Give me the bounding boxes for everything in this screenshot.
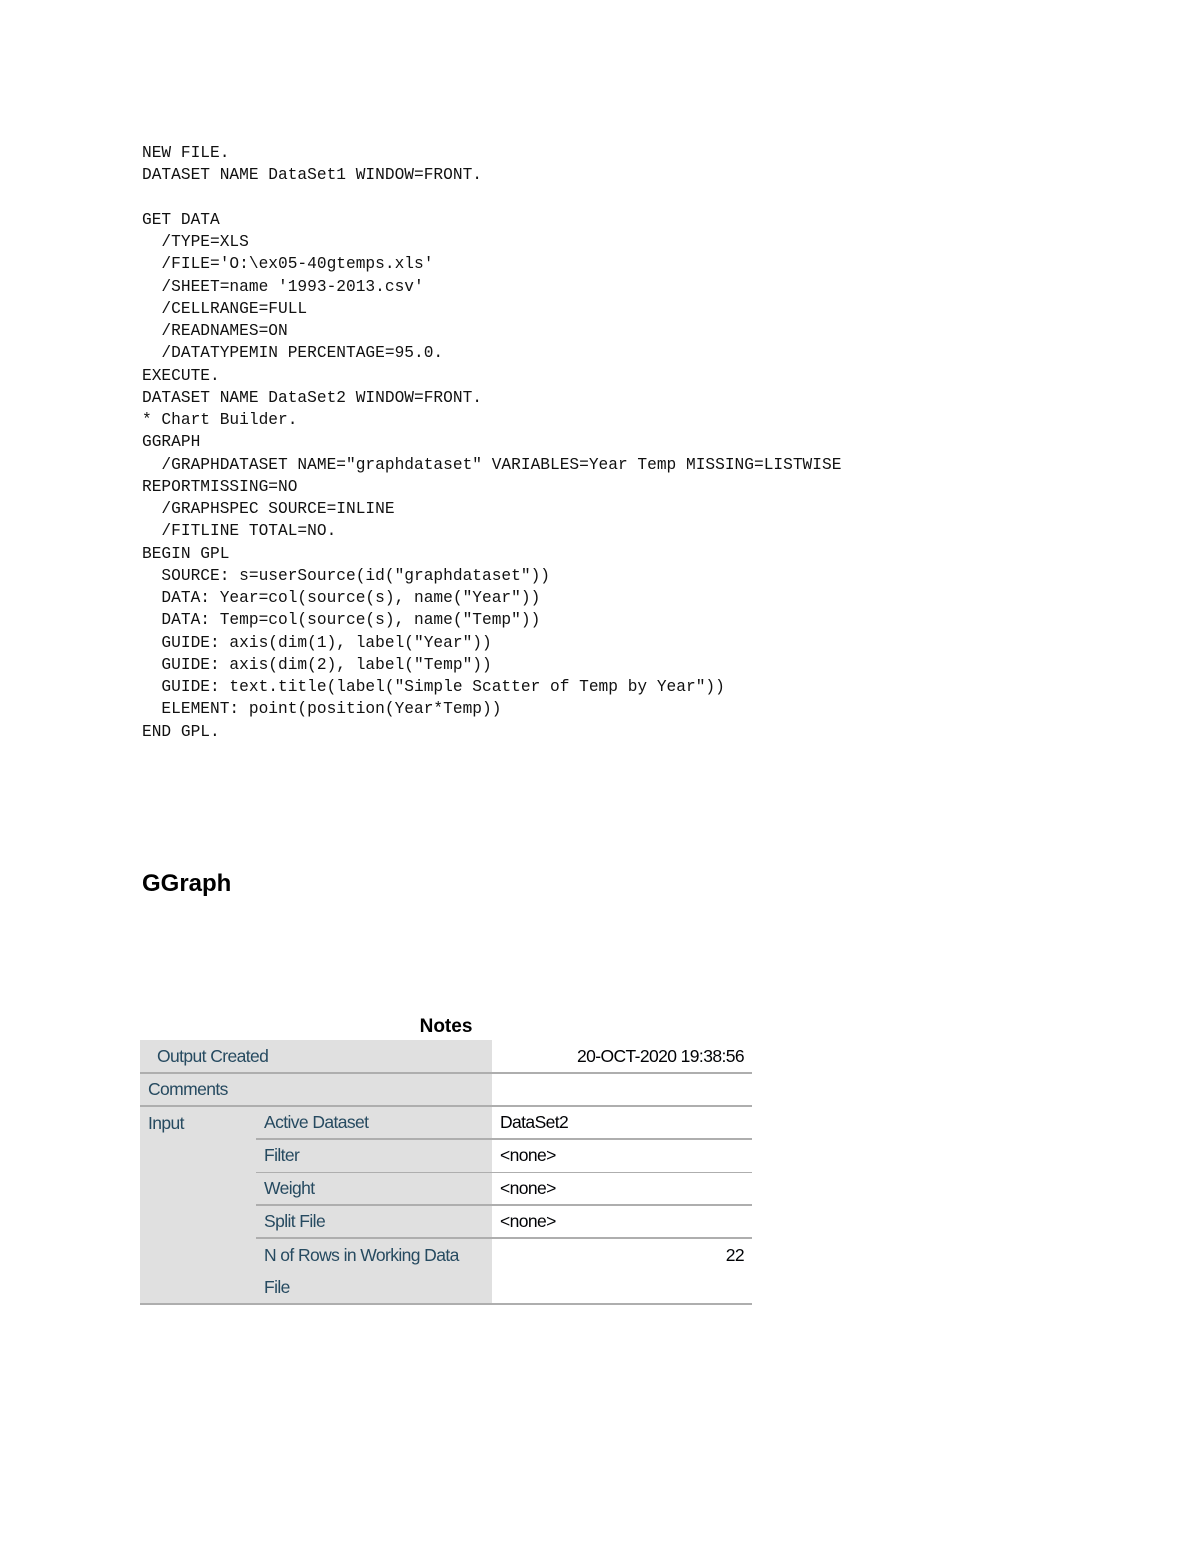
filter-label: Filter [256,1139,492,1172]
active-dataset-label: Active Dataset [256,1106,492,1139]
comments-label: Comments [140,1073,492,1106]
syntax-line: GUIDE: axis(dim(2), label("Temp")) [142,655,492,674]
syntax-block [142,142,841,743]
active-dataset-value: DataSet2 [492,1106,752,1139]
syntax-line: DATASET NAME DataSet1 WINDOW=FRONT. [142,166,482,185]
input-label: Input [140,1106,256,1304]
syntax-line: GGRAPH [142,433,201,452]
n-rows-label: N of Rows in Working Data File [256,1238,492,1304]
section-heading: GGraph [142,870,232,897]
syntax-line: /SHEET=name '1993-2013.csv' [142,277,424,296]
syntax-line: /READNAMES=ON [142,322,288,340]
comments-value [492,1073,752,1106]
syntax-line: /TYPE=XLS [142,233,249,251]
syntax-line: REPORTMISSING=NO [142,477,298,496]
syntax-line: * Chart Builder. [142,411,298,429]
weight-value: <none> [492,1172,752,1205]
n-rows-value: 22 [492,1238,752,1304]
syntax-line: DATASET NAME DataSet2 WINDOW=FRONT. [142,388,482,407]
table-row [140,1073,752,1106]
syntax-line: END GPL. [142,722,220,741]
table-row [140,1106,752,1139]
syntax-line: /FITLINE TOTAL=NO. [142,522,337,541]
syntax-line: GET DATA [142,210,220,229]
notes-table-title: Notes [419,1016,473,1037]
syntax-line [142,187,841,209]
syntax-line: NEW FILE. [142,144,230,162]
syntax-line: ELEMENT: point(position(Year*Temp)) [142,700,502,719]
syntax-line: GUIDE: axis(dim(1), label("Year")) [142,633,492,652]
syntax-line: /GRAPHDATASET NAME="graphdataset" VARIABLES=Year Temp MISSING=LISTWISE [142,455,842,474]
table-row [140,1040,752,1073]
syntax-line: /GRAPHSPEC SOURCE=INLINE [142,500,395,518]
split-file-value: <none> [492,1205,752,1238]
filter-value: <none> [492,1139,752,1172]
syntax-line: EXECUTE. [142,366,220,385]
syntax-line: DATA: Temp=col(source(s), name("Temp")) [142,611,541,630]
syntax-line: DATA: Year=col(source(s), name("Year")) [142,589,541,607]
output-created-value: 20-OCT-2020 19:38:56 [492,1040,752,1073]
notes-table [140,1040,752,1305]
output-created-label: Output Created [140,1040,492,1073]
syntax-line: /CELLRANGE=FULL [142,299,308,318]
syntax-line: /FILE='O:\ex05-40gtemps.xls' [142,255,434,274]
syntax-line: GUIDE: text.title(label("Simple Scatter of Temp by Year")) [142,678,725,696]
syntax-line: SOURCE: s=userSource(id("graphdataset")) [142,566,550,585]
syntax-line: /DATATYPEMIN PERCENTAGE=95.0. [142,344,444,363]
weight-label: Weight [256,1172,492,1205]
syntax-line: BEGIN GPL [142,544,230,563]
split-file-label: Split File [256,1205,492,1238]
